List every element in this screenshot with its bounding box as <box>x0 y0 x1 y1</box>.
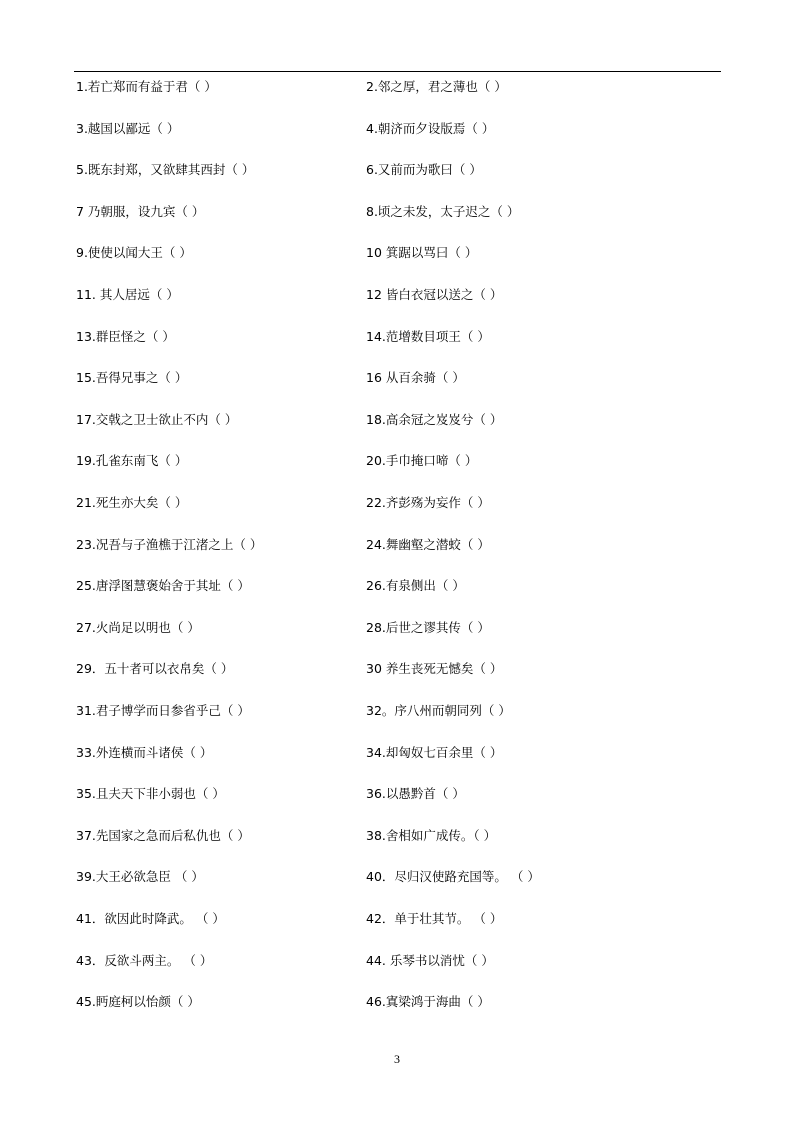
question-row <box>0 742 794 764</box>
question-item: 33.外连横而斗诸侯（ ） <box>76 744 213 760</box>
question-item: 21.死生亦大矣（ ） <box>76 495 188 510</box>
question-item: 4.朝济而夕设版焉（ ） <box>366 120 495 136</box>
question-item: 28.后世之谬其传（ ） <box>366 619 490 635</box>
question-item: 25.唐浮图慧褒始舍于其址（ ） <box>76 578 250 594</box>
question-item: 19.孔雀东南飞（ ） <box>76 453 188 469</box>
question-row <box>0 242 794 264</box>
question-row <box>0 492 794 514</box>
question-row <box>0 950 794 972</box>
question-row <box>0 76 794 98</box>
question-item: 45.眄庭柯以怡颜（ ） <box>76 994 200 1010</box>
question-item: 14.范增数目项王（ ） <box>366 328 490 344</box>
question-row <box>0 409 794 431</box>
question-row <box>0 825 794 847</box>
question-item: 42．单于壮其节。 （ ） <box>366 911 503 926</box>
question-row <box>0 159 794 181</box>
question-row <box>0 450 794 472</box>
question-item: 7 乃朝服，设九宾（ ） <box>76 203 205 219</box>
question-item: 8.顷之未发，太子迟之（ ） <box>366 203 520 219</box>
question-item: 35.且夫天下非小弱也（ ） <box>76 786 225 802</box>
question-row <box>0 617 794 639</box>
question-item: 31.君子博学而日参省乎己（ ） <box>76 703 250 718</box>
question-item: 38.舍相如广成传。（ ） <box>366 827 497 843</box>
question-item: 1.若亡郑而有益于君（ ） <box>76 79 217 94</box>
question-item: 10 箕踞以骂曰（ ） <box>366 245 478 261</box>
question-item: 36.以愚黔首（ ） <box>366 786 465 802</box>
question-item: 2.邻之厚，君之薄也（ ） <box>366 79 507 94</box>
question-row <box>0 575 794 597</box>
question-row <box>0 866 794 888</box>
question-item: 12 皆白衣冠以送之（ ） <box>366 287 503 302</box>
question-row <box>0 326 794 348</box>
question-item: 13.群臣怪之（ ） <box>76 328 175 344</box>
question-item: 39.大王必欲急臣 （ ） <box>76 869 204 885</box>
question-item: 5.既东封郑，又欲肆其西封（ ） <box>76 162 255 178</box>
question-row <box>0 284 794 306</box>
question-item: 26.有泉侧出（ ） <box>366 578 465 594</box>
question-item: 27.火尚足以明也（ ） <box>76 619 200 635</box>
question-row <box>0 700 794 722</box>
page-number: 3 <box>394 1052 400 1066</box>
question-item: 16 从百余骑（ ） <box>366 370 465 386</box>
question-item: 37.先国家之急而后私仇也（ ） <box>76 827 250 843</box>
question-row <box>0 991 794 1013</box>
question-item: 22.齐彭殇为妄作（ ） <box>366 495 490 510</box>
question-item: 34.却匈奴七百余里（ ） <box>366 744 503 760</box>
question-item: 15.吾得兄事之（ ） <box>76 370 188 386</box>
question-row <box>0 658 794 680</box>
question-item: 18.高余冠之岌岌兮（ ） <box>366 411 503 427</box>
question-item: 30 养生丧死无憾矣（ ） <box>366 661 503 677</box>
question-row <box>0 367 794 389</box>
question-item: 46.寘梁鸿于海曲（ ） <box>366 994 490 1010</box>
header-rule <box>74 71 721 72</box>
question-row <box>0 201 794 223</box>
question-item: 11. 其人居远（ ） <box>76 287 179 302</box>
question-item: 40．尽归汉使路充国等。 （ ） <box>366 869 540 885</box>
question-item: 43．反欲斗两主。 （ ） <box>76 952 213 968</box>
question-item: 32。序八州而朝同列（ ） <box>366 703 511 718</box>
question-item: 29．五十者可以衣帛矣（ ） <box>76 661 234 677</box>
question-row <box>0 908 794 930</box>
question-item: 17.交戟之卫士欲止不内（ ） <box>76 411 238 427</box>
question-item: 3.越国以鄙远（ ） <box>76 120 180 136</box>
question-row <box>0 534 794 556</box>
question-item: 44. 乐琴书以消忧（ ） <box>366 952 494 968</box>
question-item: 6.又前而为歌曰（ ） <box>366 162 482 178</box>
question-row <box>0 118 794 140</box>
question-item: 20.手巾掩口啼（ ） <box>366 453 478 469</box>
question-row <box>0 783 794 805</box>
question-item: 41．欲因此时降武。 （ ） <box>76 911 225 926</box>
question-item: 9.使使以闻大王（ ） <box>76 245 192 261</box>
question-item: 24.舞幽壑之潜蛟（ ） <box>366 536 490 552</box>
question-item: 23.况吾与子渔樵于江渚之上（ ） <box>76 536 263 552</box>
